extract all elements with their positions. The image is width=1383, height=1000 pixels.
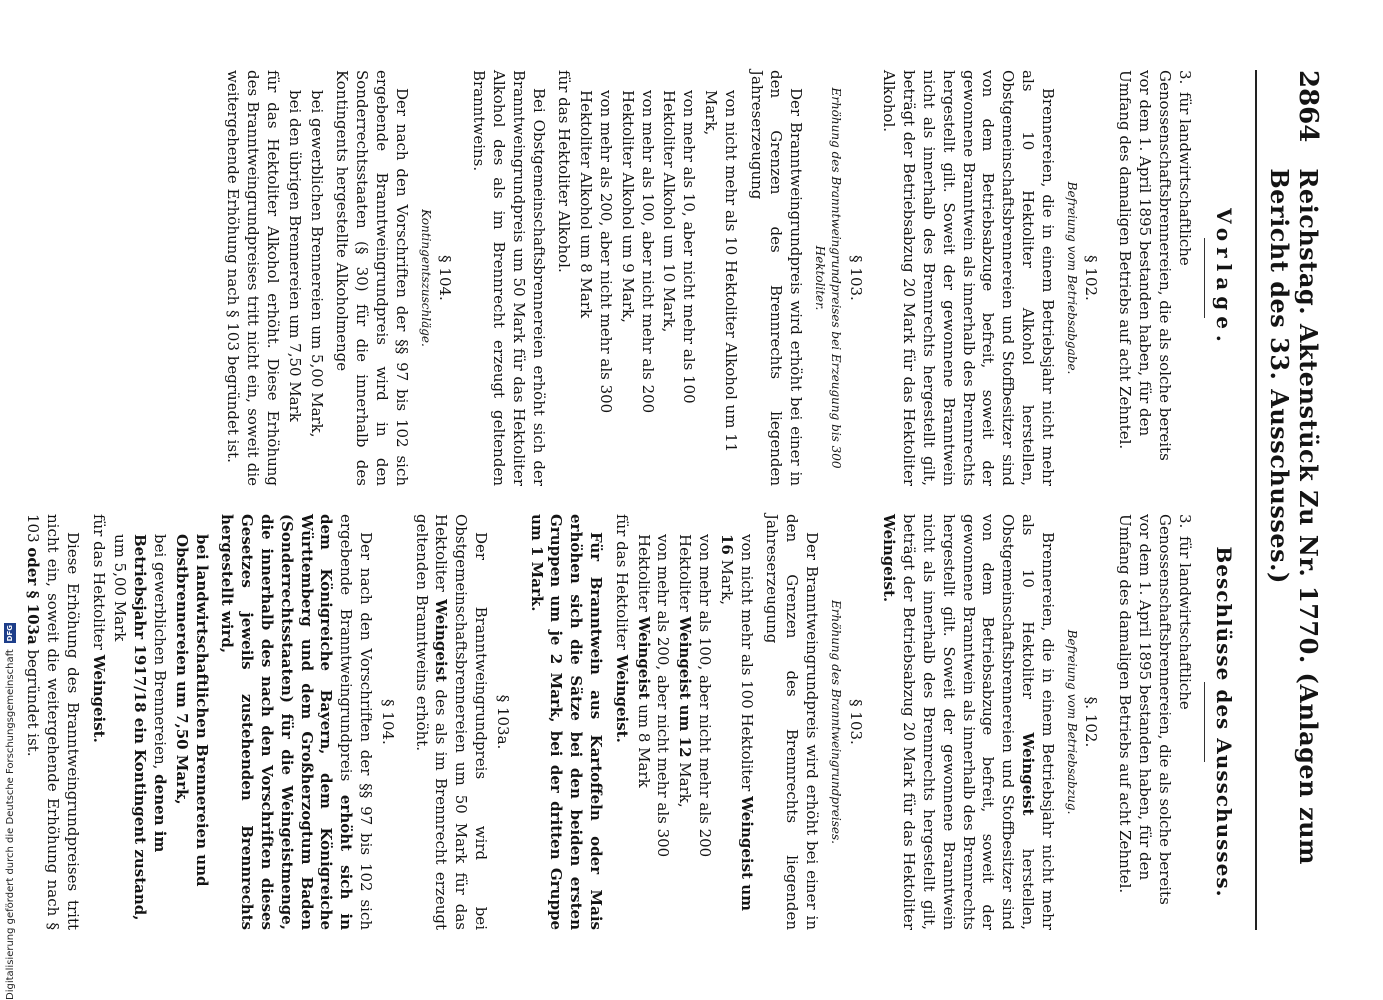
section-title: Befreiung vom Betriebsabgabe. xyxy=(1064,181,1079,375)
section-title: Erhöhung des Branntweingrundpreises bei Erzeugung bis 300 Hektoliter. xyxy=(813,87,843,469)
section-title: Kontingentszuschläge. xyxy=(418,209,433,347)
list-item: bei gewerblichen Brennereien, denen im Betriebsjahr 1917/18 ein Kontingent zustand, um 5,00 Mark xyxy=(111,534,170,921)
paragraph: Für Branntwein aus Kartoffeln oder Mais erhöhen sich die Sätze bei den beiden ersten Gruppen um je 2 Mark, bei der dritten Gruppe um 1 Mark. xyxy=(527,514,606,930)
paragraph: Der Branntweingrundpreis wird erhöht bei einer in den Grenzen des Brennrechts liegenden Jahreserzeugung xyxy=(763,514,821,930)
section-number: § 103. xyxy=(846,255,865,301)
paragraph: Diese Erhöhung des Branntweingrundpreises tritt nicht ein, soweit die weitergehende Erhöhung nach § 103 oder § 103a begründet ist. xyxy=(24,514,82,930)
list-item: von mehr als 200, aber nicht mehr als 300 Hektoliter Alkohol um 8 Mark xyxy=(577,90,615,414)
dfg-logo-icon: DFG xyxy=(6,624,14,642)
paragraph: für das Hektoliter Weingeist. xyxy=(612,514,631,743)
section-number: § 102. xyxy=(1082,255,1101,301)
paragraph: Der nach den Vorschriften der §§ 97 bis 102 sich ergebende Branntweingrundpreis erhöht sich in dem Königreiche Bayern, dem Königreiche Württemberg und dem Großherzogtum Baden (Sonderrechtsstaaten) für die Weingeistmenge, die innerhalb des nach den Vorschriften dieses Gesetzes jeweils zustehenden Brennrechts hergestellt wird, xyxy=(218,514,376,931)
page-title: Reichstag. Aktenstück Zu Nr. 1770. (Anlagen zum Bericht des 33. Ausschusses.) xyxy=(1265,168,1323,865)
column-heading: Beschlüsse des Ausschusses. xyxy=(1212,546,1236,898)
digitization-credit xyxy=(4,580,16,1000)
section-number: § 103a. xyxy=(493,694,512,750)
credit-text: Digitalisierung gefördert durch die Deutsche Forschungsgemeinschaft xyxy=(4,649,16,1000)
paragraph: für das Hektoliter Alkohol erhöht. Diese Erhöhung des Branntweingrundpreises tritt nicht ein, soweit die weitergehende Erhöhung nach § 103 begründet ist. xyxy=(224,70,283,486)
paragraph: Der nach den Vorschriften der §§ 97 bis 102 sich ergebende Branntweingrundpreis wird in den Sonderrechtsstaaten (§ 30) für die innerhalb des Kontingents hergestellte Alkoholmenge xyxy=(333,70,411,486)
column-beschluesse xyxy=(17,514,1241,930)
paragraph: Brennereien, die in einem Betriebsjahr nicht mehr als 10 Hektoliter Weingeist herstellen, Obstgemeinschaftsbrennereien und Stoffbesitzer sind von dem Betriebsabzuge befreit, soweit der gewonnene Branntwein als innerhalb des Brennrechts hergestellt gilt. Soweit der gewonnene Branntwein nicht als innerhalb des Brennrechts hergestellt gilt, beträgt der Betriebsabzug 20 Mark für das Hektoliter Weingeist. xyxy=(880,514,1057,931)
list-item: 3.für landwirtschaftliche Genossenschaftsbrennereien, die als solche bereits vor dem 1. April 1895 bestanden haben, für den Umfang des damaligen Betriebs auf acht Zehntel. xyxy=(1116,514,1194,905)
list-item: bei den übrigen Brennereien um 7,50 Mark xyxy=(285,90,304,422)
section-number: § 104. xyxy=(436,255,455,301)
section-title: Erhöhung des Branntweingrundpreises. xyxy=(828,600,843,844)
page-number: 2864 xyxy=(1293,70,1323,143)
section-title: Befreiung vom Betriebsabzug. xyxy=(1064,629,1079,815)
list-item: von mehr als 100, aber nicht mehr als 200 Hektoliter Alkohol um 9 Mark, xyxy=(618,90,657,414)
list-item: bei landwirtschaftlichen Brennereien und Obstbrennereien um 7,50 Mark, xyxy=(172,534,211,887)
list-item: bei gewerblichen Brennereien um 5,00 Mark, xyxy=(307,90,326,438)
section-number: §. 102. xyxy=(1082,696,1101,748)
paragraph: Der Branntweingrundpreis wird erhöht bei einer in den Grenzen des Brennrechts liegenden Jahreserzeugung xyxy=(747,70,806,486)
list-item: von mehr als 10, aber nicht mehr als 100 Hektoliter Alkohol um 10 Mark, xyxy=(660,90,699,404)
section-number: § 104. xyxy=(378,699,397,745)
paragraph: Der Branntweingrundpreis wird bei Obstgemeinschaftsbrennereien um 50 Mark für das Hektoliter Weingeist des als im Brennrecht erzeugt geltenden Branntweins erhöht. xyxy=(412,514,491,930)
list-item: von mehr als 200, aber nicht mehr als 300 Hektoliter Weingeist um 8 Mark xyxy=(634,534,673,858)
section-number: § 103. xyxy=(846,699,865,745)
page-header xyxy=(1255,70,1323,930)
paragraph: für das Hektoliter Alkohol. xyxy=(555,70,574,273)
list-item: von mehr als 100, aber nicht mehr als 200 Hektoliter Weingeist um 12 Mark, xyxy=(676,534,715,858)
paragraph: Brennereien, die in einem Betriebsjahr nicht mehr als 10 Hektoliter Alkohol herstellen, Obstgemeinschaftsbrennereien und Stoffbesitzer sind von dem Betriebsabzuge befreit, soweit der gewonnene Branntwein als innerhalb des Brennrechts hergestellt gilt. Soweit der gewonnene Branntwein nicht als innerhalb des Brennrechts hergestellt gilt, beträgt der Betriebsabzug 20 Mark für das Hektoliter Alkohol. xyxy=(880,70,1057,486)
paragraph: für das Hektoliter Weingeist. xyxy=(89,514,108,743)
list-item: von nicht mehr als 10 Hektoliter Alkohol um 11 Mark, xyxy=(701,90,740,453)
column-heading: Vorlage. xyxy=(1212,208,1236,348)
divider xyxy=(1204,238,1205,318)
paragraph: Bei Obstgemeinschaftsbrennereien erhöht sich der Branntweingrundpreis um 50 Mark für das Hektoliter Alkohol des als im Brennrecht erzeugt geltenden Branntweins. xyxy=(470,70,548,486)
column-vorlage xyxy=(17,70,1241,486)
list-item: 3.für landwirtschaftliche Genossenschaftsbrennereien, die als solche bereits vor dem 1. April 1895 bestanden haben, für den Umfang des damaligen Betriebs auf acht Zehntel. xyxy=(1116,70,1194,461)
divider xyxy=(1204,682,1205,762)
list-item: von nicht mehr als 100 Hektoliter Weingeist um 16 Mark, xyxy=(717,534,756,911)
